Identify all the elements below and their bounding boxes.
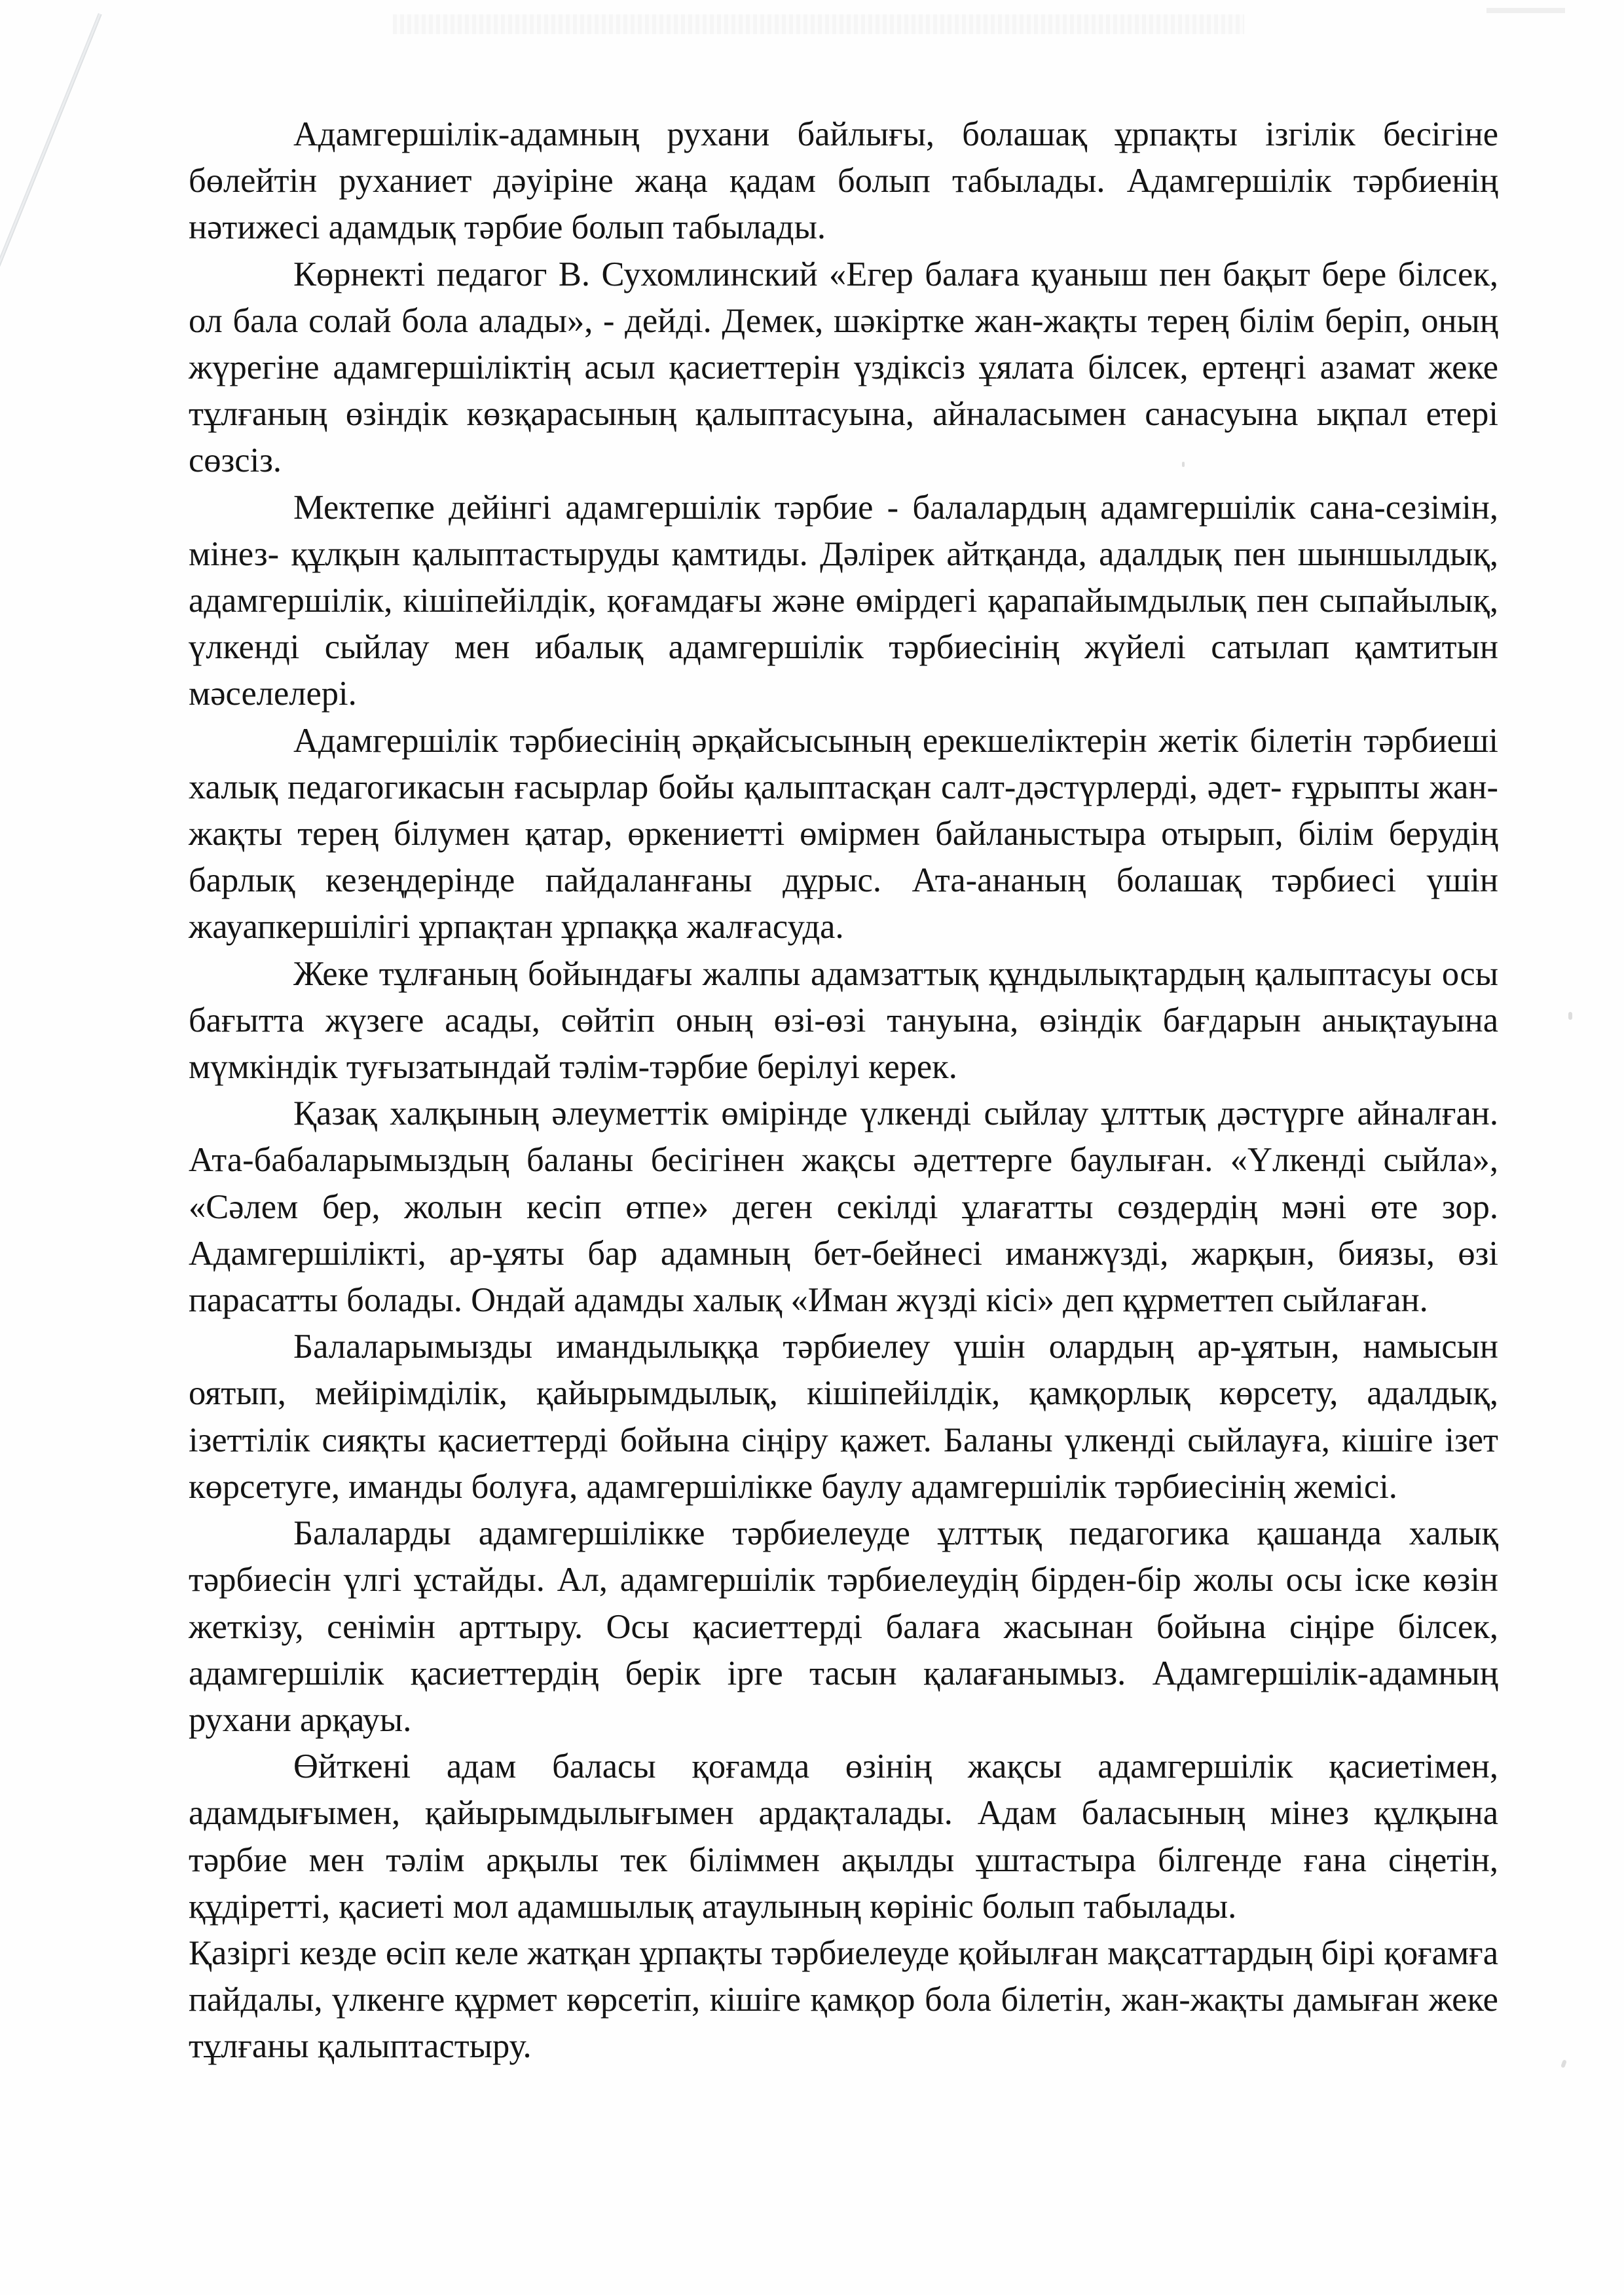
paragraph-9: Өйткені адам баласы қоғамда өзінің жақсы адамгершілік қасиетімен, адамдығымен, қайырымдылығымен ардақталады. Адам баласының мінез құлқына тәрбие мен тәлім арқылы тек біліммен ақылды ұштастыра білгенде ғана сіңетін, құдіретті, қасиеті мол адамшылық атаулының көрініс болып табылады. [189, 1747, 1498, 1926]
paragraph-3: Мектепке дейінгі адамгершілік тәрбие - балалардың адамгершілік сана-сезімін, мінез- құлқын қалыптастыруды қамтиды. Дәлірек айтқанда, адалдық пен шыншылдық, адамгершілік, кішіпейілдік, қоғамдағы және өмірдегі қарапайымдылық пен сыпайылық, үлкенді сыйлау мен ибалық адамгершілік тәрбиесінің жүйелі сатылап қамтитын мәселелері. [189, 488, 1498, 713]
bleed-through-mark [1486, 8, 1565, 13]
paragraph-7: Балаларымызды имандылыққа тәрбиелеу үшін олардың ар-ұятын, намысын оятып, мейірімділік, қайырымдылық, кішіпейілдік, қамқорлық көрсету, адалдық, ізеттілік сияқты қасиеттерді бойына сіңіру қажет. Баланы үлкенді сыйлауға, кішіге ізет көрсетуге, иманды болуға, адамгершілікке баулу адамгершілік тәрбиесінің жемісі. [189, 1328, 1498, 1506]
paragraph-4: Адамгершілік тәрбиесінің әрқайсысының ерекшеліктерін жетік білетін тәрбиеші халық педагогикасын ғасырлар бойы қалыптасқан салт-дәстүрлерді, әдет- ғұрыпты жан-жақты терең білумен қатар, өркениетті өмірмен байланыстыра отырып, білім берудің барлық кезеңдерінде пайдаланғаны дұрыс. Ата-ананың болашақ тәрбиесі үшін жауапкершілігі ұрпақтан ұрпаққа жалғасуда. [189, 721, 1498, 946]
scan-speck [1568, 1012, 1572, 1020]
paragraph-5: Жеке тұлғаның бойындағы жалпы адамзаттық құндылықтардың қалыптасуы осы бағытта жүзеге асады, сөйтіп оның өзі-өзі тануына, өзіндік бағдарын анықтауына мүмкіндік туғызатындай тәлім-тәрбие берілуі керек. [189, 954, 1498, 1087]
paragraph-6: Қазақ халқының әлеуметтік өмірінде үлкенді сыйлау ұлттық дәстүрге айналған. Ата-бабаларымыздың баланы бесігінен жақсы әдеттерге баулыған. «Үлкенді сыйла», «Сәлем бер, жолын кесіп өтпе» деген секілді ұлағатты сөздердің мәні өте зор. Адамгершілікті, ар-ұяты бар адамның бет-бейнесі иманжүзді, жарқын, биязы, өзі парасатты болады. Ондай адамды халық «Иман жүзді кісі» деп құрметтеп сыйлаған. [189, 1094, 1498, 1320]
document-body [189, 111, 1498, 2070]
scan-speck [1560, 2059, 1567, 2068]
paragraph-1: Адамгершілік-адамның рухани байлығы, болашақ ұрпақты ізгілік бесігіне бөлейтін руханиет дәуіріне жаңа қадам болып табылады. Адамгершілік тәрбиенің нәтижесі адамдық тәрбие болып табылады. [189, 115, 1498, 247]
paragraph-8: Балаларды адамгершілікке тәрбиелеуде ұлттық педагогика қашанда халық тәрбиесін үлгі ұстайды. Ал, адамгершілік тәрбиелеудің бірден-бір жолы осы іске көзін жеткізу, сенімін арттыру. Осы қасиеттерді балаға жасынан бойына сіңіре білсек, адамгершілік қасиеттердің берік ірге тасын қалағанымыз. Адамгершілік-адамның рухани арқауы. [189, 1514, 1498, 1739]
bleed-through-header [393, 14, 1244, 34]
paragraph-2: Көрнекті педагог В. Сухомлинский «Егер балаға қуаныш пен бақыт бере білсек, ол бала солай бола алады», - дейді. Демек, шәкіртке жан-жақты терең білім беріп, оның жүрегіне адамгершіліктің асыл қасиеттерін үздіксіз ұялата білсек, ертеңгі азамат жеке тұлғаның өзіндік көзқарасының қалыптасуына, айналасымен санасуына ықпал етері сөзсіз. [189, 255, 1498, 480]
paragraph-10: Қазіргі кезде өсіп келе жатқан ұрпақты тәрбиелеуде қойылған мақсаттардың бірі қоғамға пайдалы, үлкенге құрмет көрсетіп, кішіге қамқор бола білетін, жан-жақты дамыған жеке тұлғаны қалыптастыру. [189, 1933, 1498, 2066]
scan-artifact-line [0, 13, 102, 282]
